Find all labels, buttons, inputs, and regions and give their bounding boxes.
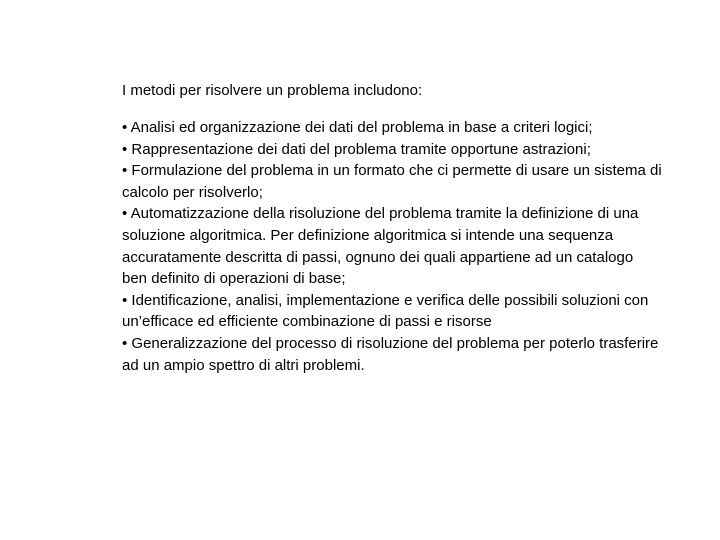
list-item: • Automatizzazione della risoluzione del problema tramite la definizione di una soluzione algoritmica. Per definizione algoritmica si intende una sequenza accuratamente descritta di passi, ognuno dei quali appartiene ad un catalogo ben definito di operazioni di base; — [122, 205, 639, 288]
list-item: • Rappresentazione dei dati del problema tramite opportune astrazioni; — [122, 140, 591, 158]
text-box — [122, 80, 662, 376]
list-item: • Generalizzazione del processo di risoluzione del problema per poterlo trasferire ad un ampio spettro di altri problemi. — [122, 334, 659, 374]
list-item: • Analisi ed organizzazione dei dati del problema in base a criteri logici; — [122, 119, 593, 136]
list-item: • Identificazione, analisi, implementazione e verifica delle possibili soluzioni con un’efficace ed efficiente combinazione di passi e risorse — [122, 291, 649, 331]
slide-heading: I metodi per risolvere un problema includono: — [122, 82, 423, 99]
list-item: • Formulazione del problema in un formato che ci permette di usare un sistema di calcolo per risolverlo; — [122, 162, 662, 201]
methods-list — [122, 117, 662, 376]
